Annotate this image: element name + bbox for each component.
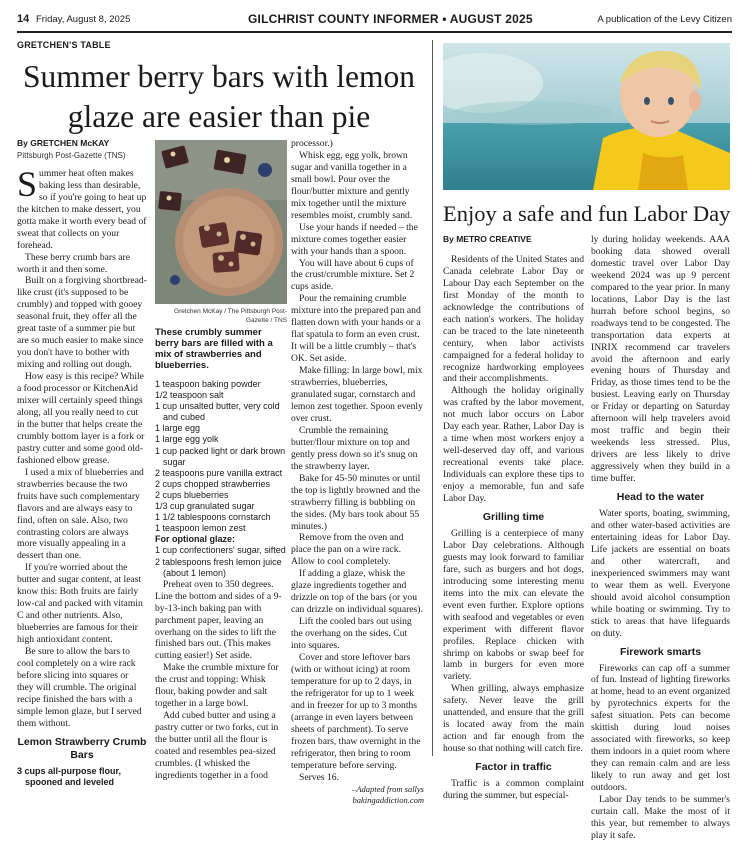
ingredient: 1 cup packed light or dark brown sugar [155, 445, 286, 467]
ingredient-list [155, 379, 287, 579]
labor-paragraph: When grilling, always emphasize safety. Never leave the grill unattended, and ensure that the grill is located away from the main action and far enough from the house so that nothing will catch fire. [443, 683, 584, 755]
recipe-column-1 [17, 138, 147, 788]
recipe-paragraph: Summer heat often makes baking less than desirable, so if you're going to heat up the kitchen to make dessert, you gotta make it worth every bead of sweat that collects on your forehead. [17, 163, 147, 251]
labor-paragraph: Residents of the United States and Canada celebrate Labor Day or Labour Day each September on the first Monday of the month to acknowledge the contributions of each nation's workers. The holiday can be traced to the late nineteenth century, when labor activists campaigned for a federal holiday to recognize hardworking employees and their accomplishments. [443, 253, 584, 385]
recipe-step: Make filling: In large bowl, mix strawberries, blueberries, granulated sugar, cornstarch and lemon zest together. Spoon evenly over crust. [291, 365, 423, 424]
berry-bars-photo [155, 140, 287, 304]
recipe-step: Whisk egg, egg yolk, brown sugar and vanilla together in a small bowl. Pour over the flour/butter mixture and gently mix together until the mixture resembles moist, crumbly sand. [291, 149, 413, 221]
recipe-paragraph: These berry crumb bars are worth it and then some. [17, 251, 130, 275]
ingredient: 1 teaspoon baking powder [155, 379, 261, 389]
subhead-water: Head to the water [616, 491, 705, 504]
labor-headline: Enjoy a safe and fun Labor Day [443, 201, 731, 226]
recipe-step: Pour the remaining crumble mixture into the prepared pan and flatten down with your hands or a flat spatula to form an even crust. It will be a little crumbly – that's OK. Set aside. [291, 293, 421, 365]
publication-note: A publication of the Levy Citizen [597, 14, 732, 25]
recipe-column-3 [291, 138, 424, 806]
recipe-step: Make the crumble mixture for the crust and topping: Whisk flour, baking powder and salt together in a large bowl. [155, 662, 279, 710]
child-life-jacket-photo [443, 43, 730, 190]
header-rule [17, 31, 732, 33]
labor-column-1 [443, 234, 584, 802]
recipe-step: processor.) [291, 138, 333, 149]
recipe-step: Crumble the remaining butter/flour mixture on top and gently press down so it's snug on the strawberry layer. [291, 424, 418, 472]
labor-paragraph: Labor Day tends to be summer's curtain call. Make the most of it this year, but remember to always play it safe. [591, 793, 730, 841]
ingredient: 1 cup confectioners' sugar, sifted [155, 545, 286, 556]
subhead-traffic: Factor in traffic [475, 761, 552, 774]
recipe-paragraph: If you're worried about the butter and sugar content, at least know this: Both fruits are fairly low-cal and packed with vitamin C and other nutrients. Also, blueberries are famous for their high antioxidant content. [17, 562, 143, 646]
masthead-title: GILCHRIST COUNTY INFORMER • AUGUST 2025 [248, 12, 533, 26]
recipe-paragraph: I used a mix of blueberries and strawberries because the two fruits have such complementary flavors and are always easy to find, often on sale. Also, two contrasting colors are always more visually appealing in a dessert than one. [17, 466, 144, 562]
recipe-step: If adding a glaze, whisk the glaze ingredients together and drizzle on top of the bars (or you can drizzle on individual squares). [291, 568, 423, 616]
ingredient: 1/3 cup granulated sugar [155, 501, 255, 512]
labor-byline: By METRO CREATIVE [443, 234, 532, 244]
recipe-step: Cover and store leftover bars (with or without icing) at room temperature for up to 2 days, in the refrigerator for up to 1 week and in freezer for up to 3 months (arrange in even layers between sheets of parchment). To serve frozen bars, thaw overnight in the refrigerator, then bring to room temperature before serving. [291, 651, 421, 771]
section-label: GRETCHEN'S TABLE [17, 40, 111, 50]
recipe-step: Add cubed butter and using a pastry cutter or two forks, cut in the butter until all the flour is coated and resembles pea-sized crumbles. (I whisked the ingredients together in a food [155, 710, 279, 781]
recipe-step: Use your hands if needed – the mixture comes together easier with your hands than a spoon. [291, 221, 418, 257]
recipe-byline: By GRETCHEN McKAY [17, 138, 110, 148]
recipe-headline: Summer berry bars with lemon glaze are easier than pie [23, 59, 415, 134]
recipe-step: Preheat oven to 350 degrees. Line the bottom and sides of a 9-by-13-inch baking pan with parchment paper, leaving an overhang on the sides to lift the finished bars out. (This makes cutting easier!) Set aside. [155, 578, 282, 662]
labor-paragraph: Traffic is a common complaint during the summer, but especial- [443, 778, 584, 802]
ingredient: 2 cups blueberries [155, 489, 229, 500]
labor-paragraph: ly during holiday weekends. AAA booking data showed overall domestic travel over Labor Day weekend 2024 was up 9 percent compared to the year prior. In many locations, Labor Day is the last hurrah before school begins, so roadways tend to be congested. The transportation data experts at INRIX recommend car travelers avoid the afternoon and early evening hours of Thursday and Friday, as those times tend to be the busiest. Leaving early on Thursday or Friday or departing on Saturday afternoon will help travelers avoid most traffic and begin their weekends less stressed. Plus, drivers are less likely to drive aggressively when they build in a time buffer. [591, 234, 730, 485]
recipe-paragraph: Be sure to allow the bars to cool completely on a wire rack before slicing into squares or they will crumble. The original recipe finished the bars with a simple lemon glaze, but I served them without. [17, 646, 142, 729]
ingredient: 1/2 teaspoon salt [155, 390, 224, 401]
ingredient: 2 cups chopped strawberries [155, 478, 271, 489]
recipe-source: Pittsburgh Post-Gazette (TNS) [17, 150, 126, 160]
ingredient: 2 tablespoons fresh lemon juice (about 1 lemon) [155, 556, 282, 578]
recipe-step: Bake for 45-50 minutes or until the top is lightly browned and the strawberry filling is bubbling on the sides. (My bars took about 55 minutes.) [291, 472, 421, 532]
page-number: 14 [17, 13, 30, 25]
recipe-paragraph: Built on a forgiving shortbread-like crust (it's supposed to be crumbly) and topped with gooey seasonal fruit, they offer all the great taste of a summer pie but are so much easier to make since you don't have to bother with mixing and rolling out dough. [17, 275, 147, 371]
labor-paragraph: Although the holiday originally was crafted by the labor movement, not much labor occurs on Labor Day each year. Rather, Labor Day is a time when most workers enjoy a well-deserved day off, and various recreational events take place. Individuals can explore these tips to enjoy a memorable, fun and safe Labor Day. [443, 385, 584, 505]
recipe-step: You will have about 6 cups of the crust/crumble mixture. Set 2 cups aside. [291, 257, 415, 293]
recipe-title: Lemon Strawberry Crumb Bars [17, 735, 147, 761]
column-divider [432, 40, 433, 756]
photo-caption: These crumbly summer berry bars are filled with a mix of strawberries and blueberries. [155, 327, 273, 371]
labor-paragraph: Water sports, boating, swimming, and other water-based activities are entertaining ideas for Labor Day. Life jackets are essential on boats and other watercraft, and inexperienced swimmers may want to wear them as well. Everyone should avoid alcohol consumption while boating or swimming. Try to stick to areas that have lifeguards on duty. [591, 508, 730, 639]
ingredient: 2 teaspoons pure vanilla extract [155, 467, 283, 478]
recipe-step: Lift the cooled bars out using the overhang on the sides. Cut into squares. [291, 616, 412, 652]
ingredient: 1 large egg [155, 423, 201, 434]
labor-column-2 [591, 234, 730, 842]
labor-paragraph: Grilling is a centerpiece of many Labor Day celebrations. Although guests may look forward to familiar fare, such as burgers and hot dogs, introducing some interesting menu items into the mix can elevate the event even further. Explore options with seafood and vegetables or even experiment with different flavor profiles. Replace chicken with shrimp on kabobs or swap beef for lamb in burgers for even more variety. [443, 527, 584, 683]
ingredient: 3 cups all-purpose flour, spooned and leveled [17, 765, 122, 787]
glaze-label: For optional glaze: [155, 534, 235, 545]
subhead-grilling: Grilling time [482, 510, 545, 523]
photo-credit: Gretchen McKay / The Pittsburgh Post-Gazette / TNS [174, 308, 287, 324]
drop-cap: S [17, 163, 38, 204]
ingredient: 1 teaspoon lemon zest [155, 523, 246, 534]
recipe-step: Remove from the oven and place the pan on a wire rack. Allow to cool completely. [291, 532, 404, 568]
recipe-paragraph: How easy is this recipe? While a food processor or KitchenAid mixer will certainly speed things along, all you really need to cut in the butter that helps create the crumbly bottom layer is a fork or pastry cutter and some good old-fashioned elbow grease. [17, 371, 145, 466]
ingredient: 1 large egg yolk [155, 434, 219, 445]
adapted-credit: –Adapted from sallys bakingaddiction.com [352, 784, 424, 806]
recipe-column-2 [155, 307, 287, 782]
subhead-fireworks: Firework smarts [619, 645, 702, 658]
labor-paragraph: Fireworks can cap off a summer of fun. Instead of lighting fireworks at home, head to an event organized by pyrotechnics experts for the safest situation. Pets can become skittish during loud noises associated with fireworks, so keep them indoors in a quiet room where they can remain calm and are less likely to run away and get lost outdoors. [591, 662, 730, 794]
ingredient: 1 cup unsalted butter, very cold and cubed [155, 401, 280, 423]
ingredient: 1 1/2 tablespoons cornstarch [155, 512, 271, 523]
issue-date: Friday, August 8, 2025 [36, 14, 131, 25]
recipe-step: Serves 16. [299, 771, 339, 783]
